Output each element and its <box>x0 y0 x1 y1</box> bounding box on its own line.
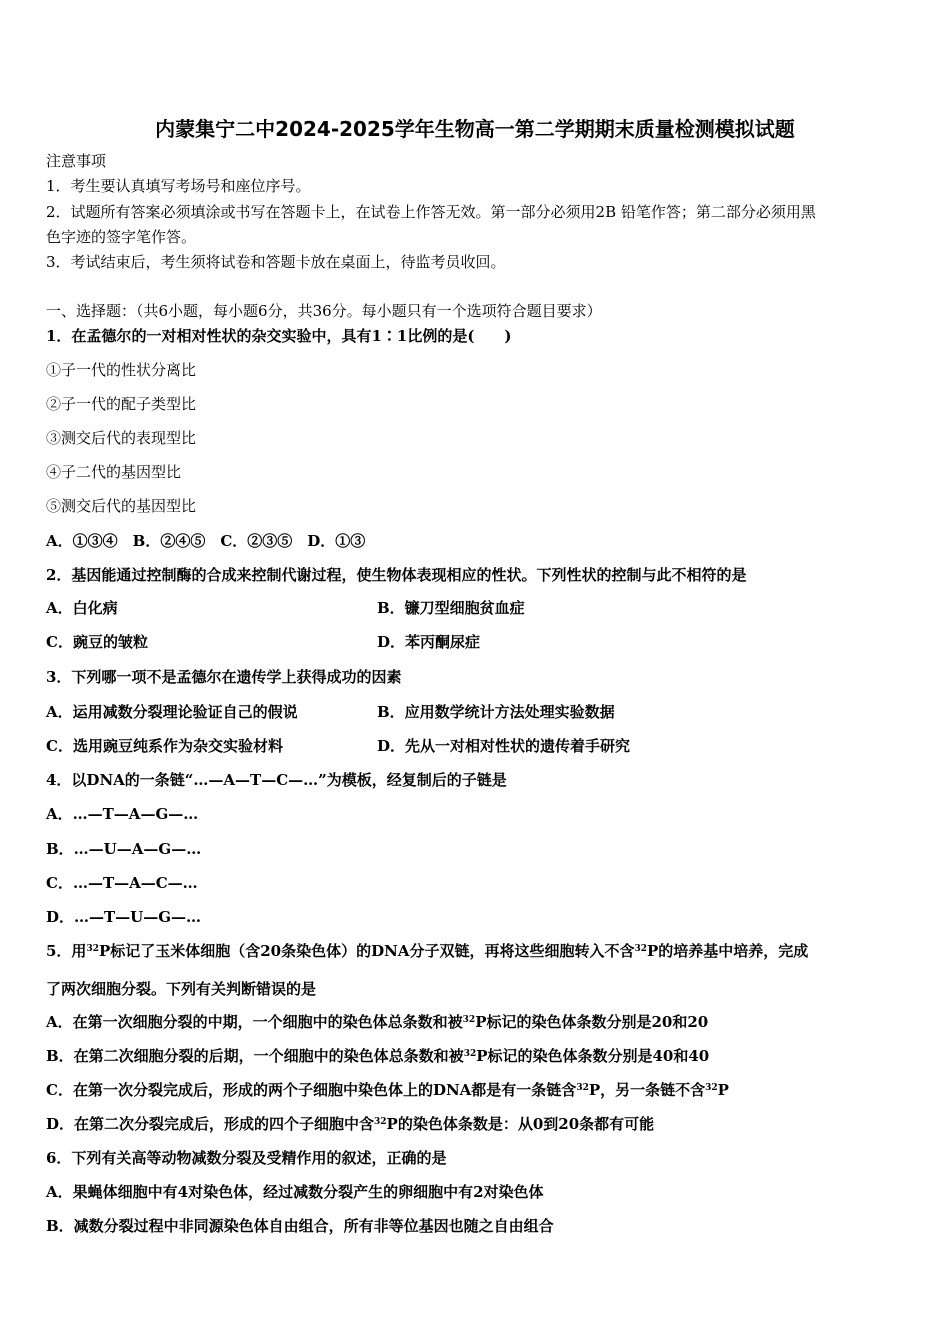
notice-item-1: 1．考生要认真填写考场号和座位序号。 <box>46 177 311 195</box>
q2-option-b: B．镰刀型细胞贫血症 <box>377 599 525 617</box>
notice-heading: 注意事项 <box>46 152 107 170</box>
q1-statement-1: ①子一代的性状分离比 <box>46 361 197 379</box>
q5-option-c: C．在第一次分裂完成后，形成的两个子细胞中染色体上的DNA都是有一条链含$^{32}$P，另一条链不含$^{32}$P <box>46 1081 729 1099</box>
q4-stem: 4．以DNA的一条链“…—A—T—C—…”为模板，经复制后的子链是 <box>46 771 507 789</box>
notice-item-2: 2．试题所有答案必须填涂或书写在答题卡上，在试卷上作答无效。第一部分必须用2B 铅笔作答；第二部分必须用黑 <box>46 203 816 221</box>
q4-option-b: B．…—U—A—G—… <box>46 840 202 858</box>
q1-statement-5: ⑤测交后代的基因型比 <box>46 497 197 515</box>
q3-stem: 3．下列哪一项不是孟德尔在遗传学上获得成功的因素 <box>46 668 402 686</box>
q5-option-b: B．在第二次细胞分裂的后期，一个细胞中的染色体总条数和被$^{32}$P标记的染色体条数分别是40和40 <box>46 1047 710 1065</box>
q1-stem: 1．在孟德尔的一对相对性状的杂交实验中，具有1∶1比例的是( ) <box>46 327 512 345</box>
q3-option-d: D．先从一对相对性状的遗传着手研究 <box>377 737 631 755</box>
q6-stem: 6．下列有关高等动物减数分裂及受精作用的叙述，正确的是 <box>46 1149 447 1167</box>
q3-option-b: B．应用数学统计方法处理实验数据 <box>377 703 615 721</box>
notice-item-3: 3．考试结束后，考生须将试卷和答题卡放在桌面上，待监考员收回。 <box>46 253 506 271</box>
q6-option-a: A．果蝇体细胞中有4对染色体，经过减数分裂产生的卵细胞中有2对染色体 <box>46 1183 544 1201</box>
exam-title: 内蒙集宁二中2024-2025学年生物高一第二学期期末质量检测模拟试题 <box>155 117 795 141</box>
q5-stem-cont: 了两次细胞分裂。下列有关判断错误的是 <box>46 980 317 998</box>
q4-option-c: C．…—T—A—C—… <box>46 874 198 892</box>
q2-option-d: D．苯丙酮尿症 <box>377 633 481 651</box>
q1-options: A．①③④ B．②④⑤ C．②③⑤ D．①③ <box>46 532 366 550</box>
q4-option-d: D．…—T—U—G—… <box>46 908 202 926</box>
section-heading: 一、选择题：（共6小题，每小题6分，共36分。每小题只有一个选项符合题目要求） <box>46 302 602 320</box>
q6-option-b: B．减数分裂过程中非同源染色体自由组合，所有非等位基因也随之自由组合 <box>46 1217 554 1235</box>
q5-option-a: A．在第一次细胞分裂的中期，一个细胞中的染色体总条数和被$^{32}$P标记的染色体条数分别是20和20 <box>46 1013 709 1031</box>
q5-stem: 5．用$^{32}$P标记了玉米体细胞（含20条染色体）的DNA分子双链，再将这些细胞转入不含$^{32}$P的培养基中培养，完成 <box>46 942 809 960</box>
q2-stem: 2．基因能通过控制酶的合成来控制代谢过程，使生物体表现相应的性状。下列性状的控制与此不相符的是 <box>46 566 747 584</box>
q5-option-d: D．在第二次分裂完成后，形成的四个子细胞中含$^{32}$P的染色体条数是：从0到20条都有可能 <box>46 1115 655 1133</box>
q1-statement-2: ②子一代的配子类型比 <box>46 395 197 413</box>
q1-statement-4: ④子二代的基因型比 <box>46 463 182 481</box>
q3-option-a: A．运用减数分裂理论验证自己的假说 <box>46 703 298 721</box>
q2-option-a: A．白化病 <box>46 599 118 617</box>
q2-option-c: C．豌豆的皱粒 <box>46 633 148 651</box>
q4-option-a: A．…—T—A—G—… <box>46 805 199 823</box>
q1-statement-3: ③测交后代的表现型比 <box>46 429 197 447</box>
notice-item-2-cont: 色字迹的签字笔作答。 <box>46 228 197 246</box>
q3-option-c: C．选用豌豆纯系作为杂交实验材料 <box>46 737 283 755</box>
